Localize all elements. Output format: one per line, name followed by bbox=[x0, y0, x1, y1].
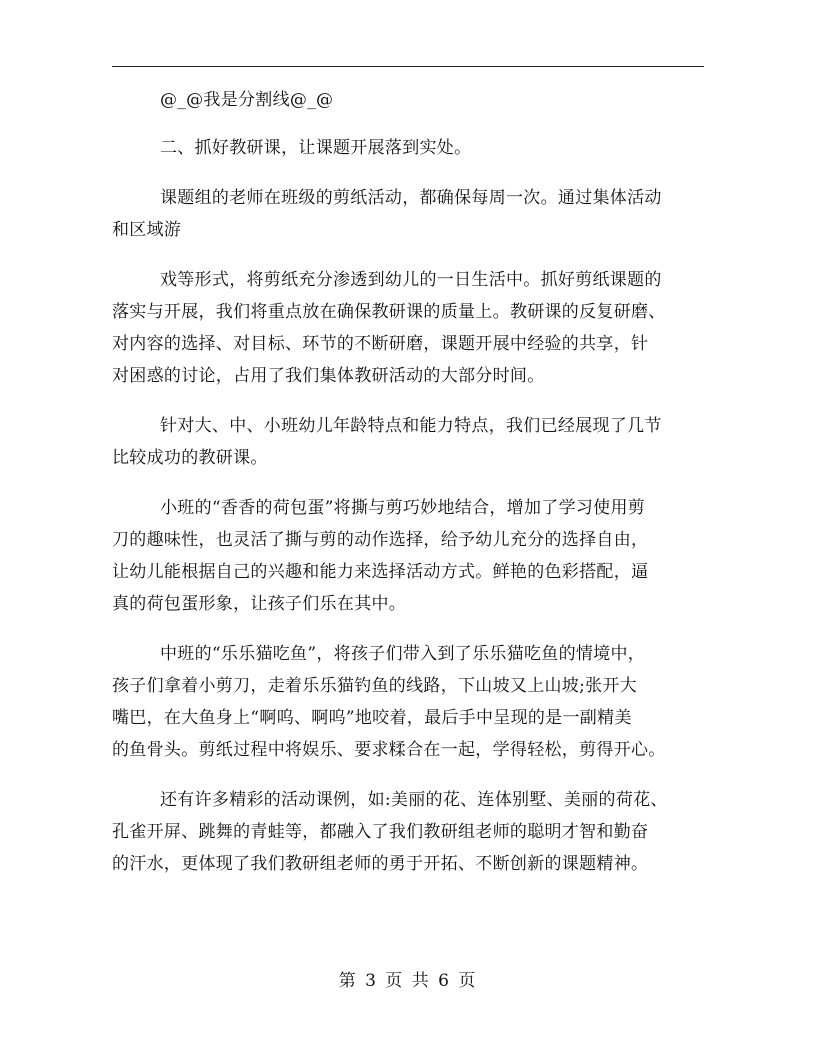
paragraph-line: 真的荷包蛋形象，让孩子们乐在其中。 bbox=[112, 594, 407, 614]
paragraph-line: 和区域游 bbox=[112, 220, 182, 240]
page-number-footer: 第 3 页 共 6 页 bbox=[338, 971, 478, 991]
paragraph-line: 的鱼骨头。剪纸过程中将娱乐、要求糅合在一起，学得轻松，剪得开心。 bbox=[112, 740, 666, 760]
paragraph-6 bbox=[112, 784, 704, 880]
paragraph-2 bbox=[112, 264, 704, 392]
document-body bbox=[112, 84, 704, 880]
paragraph-4 bbox=[112, 492, 704, 620]
paragraph-line: 对困惑的讨论，占用了我们集体教研活动的大部分时间。 bbox=[112, 366, 545, 386]
paragraph-line: 还有许多精彩的活动课例，如:美丽的花、连体别墅、美丽的荷花、 bbox=[160, 790, 668, 810]
paragraph-line: 比较成功的教研课。 bbox=[112, 448, 268, 468]
paragraph-line: 针对大、中、小班幼儿年龄特点和能力特点，我们已经展现了几节 bbox=[160, 416, 662, 436]
paragraph-line: 刀的趣味性，也灵活了撕与剪的动作选择，给予幼儿充分的选择自由， bbox=[112, 530, 649, 550]
paragraph-5 bbox=[112, 638, 704, 766]
paragraph-line: 嘴巴，在大鱼身上“啊呜、啊呜”地咬着，最后手中呈现的是一副精美 bbox=[112, 708, 632, 728]
paragraph-line: 的汗水，更体现了我们教研组老师的勇于开拓、不断创新的课题精神。 bbox=[112, 854, 649, 874]
paragraph-line: 戏等形式，将剪纸充分渗透到幼儿的一日生活中。抓好剪纸课题的 bbox=[160, 270, 662, 290]
paragraph-line: 让幼儿能根据自己的兴趣和能力来选择活动方式。鲜艳的色彩搭配，逼 bbox=[112, 562, 649, 582]
paragraph-line: 小班的“香香的荷包蛋”将撕与剪巧妙地结合，增加了学习使用剪 bbox=[160, 498, 646, 518]
paragraph-line: 落实与开展，我们将重点放在确保教研课的质量上。教研课的反复研磨、 bbox=[112, 302, 666, 322]
paragraph-line: 孩子们拿着小剪刀，走着乐乐猫钓鱼的线路，下山坡又上山坡;张开大 bbox=[112, 676, 638, 696]
paragraph-1 bbox=[112, 182, 704, 246]
paragraph-line: 孔雀开屏、跳舞的青蛙等，都融入了我们教研组老师的聪明才智和勤奋 bbox=[112, 822, 649, 842]
paragraph-3 bbox=[112, 410, 704, 474]
header-rule bbox=[112, 66, 704, 67]
paragraph-line: 课题组的老师在班级的剪纸活动，都确保每周一次。通过集体活动 bbox=[160, 188, 662, 208]
divider-text: @_@我是分割线@_@ bbox=[160, 90, 334, 110]
section-heading: 二、抓好教研课，让课题开展落到实处。 bbox=[160, 138, 472, 158]
paragraph-line: 对内容的选择、对目标、环节的不断研磨，课题开展中经验的共享，针 bbox=[112, 334, 649, 354]
paragraph-line: 中班的“乐乐猫吃鱼”，将孩子们带入到了乐乐猫吃鱼的情境中， bbox=[160, 644, 646, 664]
